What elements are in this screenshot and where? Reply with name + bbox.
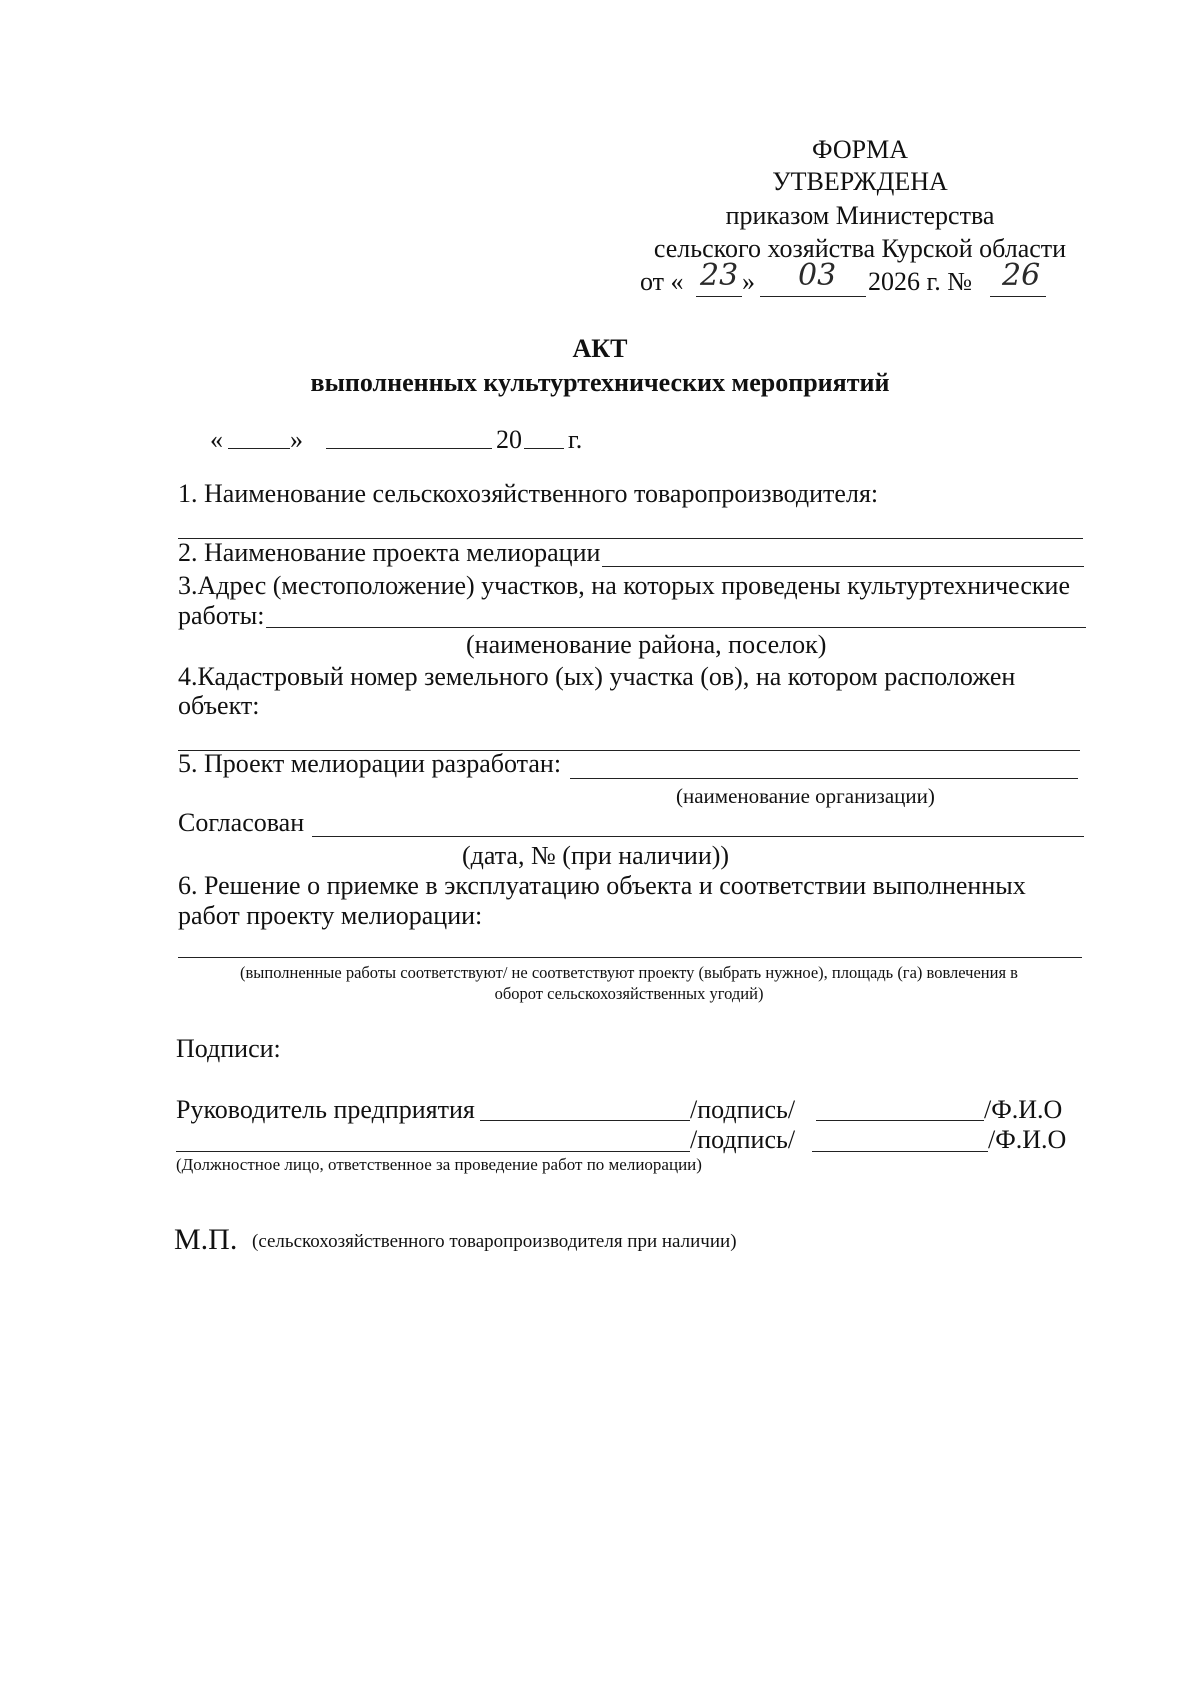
date-open-quote: « xyxy=(210,425,223,454)
official-fio-label: /Ф.И.О xyxy=(988,1125,1067,1154)
date-month-blank xyxy=(326,448,492,449)
approval-order-label: приказом Министерства xyxy=(725,201,995,230)
item5-blank xyxy=(570,778,1078,779)
item6-caption-line1: (выполненные работы соответствуют/ не соответствуют проекту (выбрать нужное), площадь (га) вовлечения в xyxy=(240,963,1018,982)
official-signature-label: /подпись/ xyxy=(690,1125,796,1154)
approval-ministry-label: сельского хозяйства Курской области xyxy=(653,234,1067,263)
item4-label-line2: объект: xyxy=(178,691,260,720)
item6-blank xyxy=(178,957,1082,958)
head-signature-label: /подпись/ xyxy=(690,1095,796,1124)
act-title: АКТ xyxy=(572,334,628,363)
item5-caption: (наименование организации) xyxy=(676,784,935,808)
date-day-blank xyxy=(228,448,290,449)
item4-label-line1: 4.Кадастровый номер земельного (ых) участка (ов), на котором расположен xyxy=(178,662,1016,691)
number-underline xyxy=(990,296,1046,297)
agreed-label: Согласован xyxy=(178,808,305,837)
official-fio-blank xyxy=(812,1151,988,1152)
item2-blank xyxy=(602,566,1084,567)
official-position-blank xyxy=(176,1151,690,1152)
item3-blank xyxy=(266,627,1086,628)
handwritten-day: 23 xyxy=(700,258,739,293)
item5-label: 5. Проект мелиорации разработан: xyxy=(178,749,562,778)
item3-caption: (наименование района, поселок) xyxy=(466,630,827,659)
approval-from-label: от « xyxy=(640,267,684,296)
month-underline xyxy=(760,296,866,297)
act-subtitle: выполненных культуртехнических мероприятий xyxy=(310,368,890,397)
date-year-suffix: г. xyxy=(568,425,583,454)
approval-year-number: 2026 г. № xyxy=(868,267,973,296)
signatures-heading: Подписи: xyxy=(176,1034,281,1063)
item3-label-line1: 3.Адрес (местоположение) участков, на которых проведены культуртехнические xyxy=(178,571,1070,600)
head-fio-blank xyxy=(816,1120,984,1121)
item6-caption-line2: оборот сельскохозяйственных угодий) xyxy=(494,984,764,1003)
approval-form-label: ФОРМА xyxy=(812,135,908,164)
item6-label-line2: работ проекту мелиорации: xyxy=(178,901,483,930)
item3-label-line2: работы: xyxy=(178,601,265,630)
handwritten-number: 26 xyxy=(1002,258,1041,293)
date-year-prefix: 20 xyxy=(496,425,522,454)
agreed-blank xyxy=(312,836,1084,837)
head-of-company-label: Руководитель предприятия xyxy=(176,1095,475,1124)
day-underline xyxy=(696,296,742,297)
agreed-caption: (дата, № (при наличии)) xyxy=(462,841,730,870)
date-year-blank xyxy=(524,448,564,449)
approval-quote-close: » xyxy=(742,267,755,296)
stamp-label: М.П. xyxy=(174,1223,238,1256)
item6-label-line1: 6. Решение о приемке в эксплуатацию объекта и соответствии выполненных xyxy=(178,871,1026,900)
handwritten-month: 03 xyxy=(798,258,837,293)
item1-label: 1. Наименование сельскохозяйственного товаропроизводителя: xyxy=(178,479,879,508)
official-caption: (Должностное лицо, ответственное за проведение работ по мелиорации) xyxy=(176,1155,702,1174)
head-fio-label: /Ф.И.О xyxy=(984,1095,1063,1124)
date-close-quote: » xyxy=(290,425,303,454)
head-signature-blank xyxy=(480,1120,690,1121)
approval-approved-label: УТВЕРЖДЕНА xyxy=(772,167,948,196)
stamp-caption: (сельскохозяйственного товаропроизводителя при наличии) xyxy=(252,1231,737,1252)
item2-label: 2. Наименование проекта мелиорации xyxy=(178,538,601,567)
